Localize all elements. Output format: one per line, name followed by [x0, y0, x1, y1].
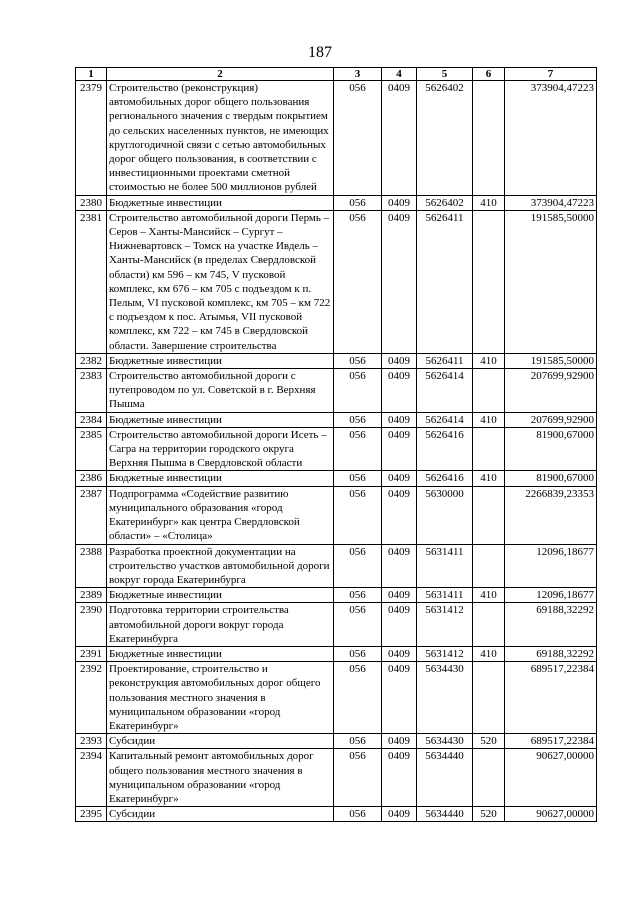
row-amount: 191585,50000: [505, 210, 597, 353]
row-code-article: 5626416: [417, 471, 473, 486]
row-number: 2381: [76, 210, 107, 353]
row-description: Строительство (реконструкция) автомобильных дорог общего пользования регионального значения с твердым покрытием до сельских населенных пунктов, не имеющих круглогодичной связи с сетью автомобильных дорог общего пользования, в соответствии с инвестиционными проектами сметной стоимостью не более 500 миллионов рублей: [107, 81, 334, 196]
table-row: [76, 427, 597, 471]
row-amount: 207699,92900: [505, 412, 597, 427]
table-row: [76, 662, 597, 734]
row-number: 2395: [76, 807, 107, 822]
row-code-section: 0409: [382, 603, 417, 647]
column-header: 3: [334, 68, 382, 81]
row-code-expense-type: [473, 210, 505, 353]
row-code-expense-type: [473, 81, 505, 196]
row-code-section: 0409: [382, 486, 417, 544]
column-header: 1: [76, 68, 107, 81]
row-amount: 90627,00000: [505, 749, 597, 807]
row-description: Бюджетные инвестиции: [107, 471, 334, 486]
table-row: [76, 544, 597, 588]
row-amount: 81900,67000: [505, 471, 597, 486]
row-number: 2386: [76, 471, 107, 486]
row-number: 2382: [76, 353, 107, 368]
row-number: 2383: [76, 369, 107, 413]
row-amount: 69188,32292: [505, 603, 597, 647]
row-description: Бюджетные инвестиции: [107, 646, 334, 661]
row-description: Бюджетные инвестиции: [107, 353, 334, 368]
column-header: 2: [107, 68, 334, 81]
row-code-expense-type: 410: [473, 471, 505, 486]
column-header: 4: [382, 68, 417, 81]
row-code-ministry: 056: [334, 646, 382, 661]
row-code-article: 5631411: [417, 588, 473, 603]
row-amount: 689517,22384: [505, 662, 597, 734]
row-code-expense-type: 410: [473, 195, 505, 210]
row-number: 2393: [76, 734, 107, 749]
row-code-article: 5634430: [417, 662, 473, 734]
row-number: 2380: [76, 195, 107, 210]
table-row: [76, 486, 597, 544]
table-row: [76, 210, 597, 353]
row-code-expense-type: [473, 427, 505, 471]
row-description: Субсидии: [107, 734, 334, 749]
row-description: Субсидии: [107, 807, 334, 822]
row-code-ministry: 056: [334, 807, 382, 822]
row-code-ministry: 056: [334, 544, 382, 588]
row-code-article: 5634440: [417, 749, 473, 807]
row-code-article: 5634430: [417, 734, 473, 749]
column-header: 6: [473, 68, 505, 81]
table-row: [76, 471, 597, 486]
row-number: 2391: [76, 646, 107, 661]
row-amount: 689517,22384: [505, 734, 597, 749]
row-amount: 12096,18677: [505, 588, 597, 603]
row-code-ministry: 056: [334, 81, 382, 196]
row-code-expense-type: [473, 486, 505, 544]
row-description: Подготовка территории строительства автомобильной дороги вокруг города Екатеринбурга: [107, 603, 334, 647]
row-code-expense-type: 520: [473, 807, 505, 822]
row-code-expense-type: [473, 749, 505, 807]
row-amount: 373904,47223: [505, 195, 597, 210]
column-header: 5: [417, 68, 473, 81]
row-code-expense-type: [473, 603, 505, 647]
row-code-expense-type: 410: [473, 646, 505, 661]
row-description: Капитальный ремонт автомобильных дорог общего пользования местного значения в муниципальном образовании «город Екатеринбург»: [107, 749, 334, 807]
row-description: Бюджетные инвестиции: [107, 588, 334, 603]
table-row: [76, 734, 597, 749]
row-code-ministry: 056: [334, 369, 382, 413]
row-number: 2384: [76, 412, 107, 427]
row-code-article: 5634440: [417, 807, 473, 822]
table-row: [76, 412, 597, 427]
row-amount: 207699,92900: [505, 369, 597, 413]
row-code-article: 5626411: [417, 353, 473, 368]
row-code-ministry: 056: [334, 749, 382, 807]
row-code-ministry: 056: [334, 662, 382, 734]
row-code-article: 5631412: [417, 646, 473, 661]
row-code-expense-type: [473, 369, 505, 413]
row-code-section: 0409: [382, 807, 417, 822]
row-code-expense-type: 410: [473, 588, 505, 603]
row-number: 2390: [76, 603, 107, 647]
row-code-section: 0409: [382, 734, 417, 749]
row-code-expense-type: [473, 662, 505, 734]
row-code-article: 5626402: [417, 195, 473, 210]
row-code-section: 0409: [382, 544, 417, 588]
row-code-ministry: 056: [334, 210, 382, 353]
table-row: [76, 603, 597, 647]
row-code-expense-type: [473, 544, 505, 588]
row-description: Подпрограмма «Содействие развитию муниципального образования «город Екатеринбург» как центра Свердловской области» – «Столица»: [107, 486, 334, 544]
row-number: 2394: [76, 749, 107, 807]
table-row: [76, 807, 597, 822]
table-row: [76, 369, 597, 413]
row-code-section: 0409: [382, 81, 417, 196]
row-amount: 12096,18677: [505, 544, 597, 588]
row-code-section: 0409: [382, 427, 417, 471]
table-row: [76, 588, 597, 603]
table-row: [76, 195, 597, 210]
page-number: 187: [308, 44, 332, 61]
row-code-section: 0409: [382, 588, 417, 603]
row-code-ministry: 056: [334, 195, 382, 210]
row-number: 2388: [76, 544, 107, 588]
table-header-row: [76, 68, 597, 81]
row-code-section: 0409: [382, 646, 417, 661]
table-row: [76, 353, 597, 368]
budget-table: [75, 67, 597, 822]
row-code-ministry: 056: [334, 603, 382, 647]
row-code-ministry: 056: [334, 471, 382, 486]
row-description: Бюджетные инвестиции: [107, 412, 334, 427]
row-code-article: 5631412: [417, 603, 473, 647]
row-code-ministry: 056: [334, 412, 382, 427]
row-code-expense-type: 410: [473, 353, 505, 368]
row-code-section: 0409: [382, 412, 417, 427]
row-code-article: 5626414: [417, 412, 473, 427]
row-amount: 191585,50000: [505, 353, 597, 368]
row-code-section: 0409: [382, 369, 417, 413]
row-code-article: 5626416: [417, 427, 473, 471]
table-row: [76, 646, 597, 661]
row-number: 2379: [76, 81, 107, 196]
row-code-section: 0409: [382, 662, 417, 734]
row-number: 2392: [76, 662, 107, 734]
row-amount: 90627,00000: [505, 807, 597, 822]
row-description: Строительство автомобильной дороги с путепроводом по ул. Советской в г. Верхняя Пышма: [107, 369, 334, 413]
row-code-ministry: 056: [334, 486, 382, 544]
row-description: Строительство автомобильной дороги Исеть – Сагра на территории городского округа Верхняя Пышма в Свердловской области: [107, 427, 334, 471]
row-code-article: 5626402: [417, 81, 473, 196]
table-row: [76, 749, 597, 807]
row-code-expense-type: 520: [473, 734, 505, 749]
row-number: 2385: [76, 427, 107, 471]
row-description: Строительство автомобильной дороги Пермь – Серов – Ханты-Мансийск – Сургут – Нижневартовск – Томск на участке Ивдель – Ханты-Мансийск (в пределах Свердловской области) км 596 – км 745, V пусковой комплекс, км 676 – км 705 с подъездом к п. Пелым, VI пусковой комплекс, км 705 – км 722 с подъездом к пос. Атымья, VII пусковой комплекс, км 722 – км 745 в Свердловской области. Завершение строительства: [107, 210, 334, 353]
row-amount: 2266839,23353: [505, 486, 597, 544]
row-description: Бюджетные инвестиции: [107, 195, 334, 210]
row-code-article: 5626411: [417, 210, 473, 353]
row-description: Разработка проектной документации на строительство участков автомобильной дороги вокруг города Екатеринбурга: [107, 544, 334, 588]
row-code-ministry: 056: [334, 734, 382, 749]
row-amount: 81900,67000: [505, 427, 597, 471]
row-code-section: 0409: [382, 210, 417, 353]
row-amount: 373904,47223: [505, 81, 597, 196]
row-code-section: 0409: [382, 749, 417, 807]
row-code-ministry: 056: [334, 588, 382, 603]
row-code-expense-type: 410: [473, 412, 505, 427]
row-code-section: 0409: [382, 353, 417, 368]
table-row: [76, 81, 597, 196]
row-number: 2387: [76, 486, 107, 544]
row-description: Проектирование, строительство и реконструкция автомобильных дорог общего пользования местного значения в муниципальном образовании «город Екатеринбург»: [107, 662, 334, 734]
row-code-section: 0409: [382, 195, 417, 210]
row-code-article: 5631411: [417, 544, 473, 588]
row-amount: 69188,32292: [505, 646, 597, 661]
row-code-ministry: 056: [334, 353, 382, 368]
column-header: 7: [505, 68, 597, 81]
row-code-article: 5630000: [417, 486, 473, 544]
row-number: 2389: [76, 588, 107, 603]
row-code-ministry: 056: [334, 427, 382, 471]
row-code-section: 0409: [382, 471, 417, 486]
row-code-article: 5626414: [417, 369, 473, 413]
